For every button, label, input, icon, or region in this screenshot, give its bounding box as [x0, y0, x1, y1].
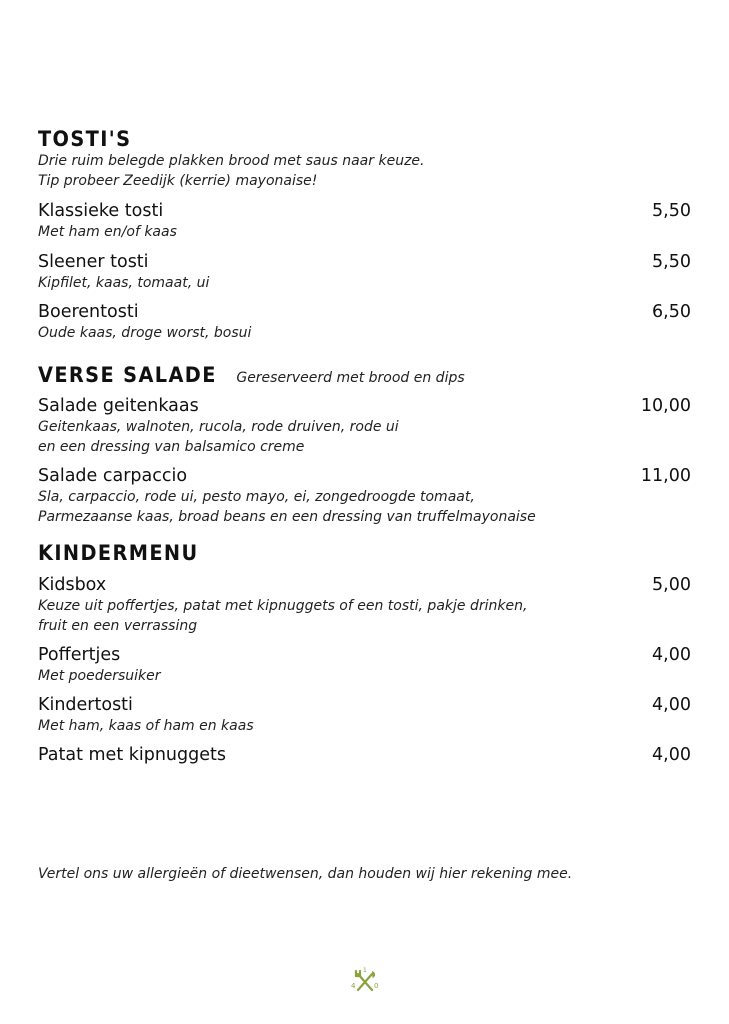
section-title-salade: VERSE SALADE: [38, 363, 217, 387]
section-tostis: [38, 127, 691, 191]
menu-item-boerentosti: [38, 301, 691, 343]
item-price: 4,00: [652, 745, 691, 765]
item-name: Salade carpaccio: [38, 466, 188, 486]
logo-text-right: 0: [374, 982, 379, 990]
logo-text-top: 1: [363, 967, 367, 974]
menu-item-salade-carpaccio: [38, 465, 691, 527]
menu-item-sleener-tosti: [38, 251, 691, 293]
menu-item-kidsbox: [38, 574, 691, 636]
item-price: 5,00: [652, 575, 691, 595]
menu-page: [38, 0, 691, 1024]
section-salade: [38, 363, 691, 387]
item-price: 6,50: [652, 302, 691, 322]
item-desc: Kipfilet, kaas, tomaat, ui: [38, 275, 210, 291]
item-name: Patat met kipnuggets: [38, 745, 226, 765]
item-desc: en een dressing van balsamico creme: [38, 439, 305, 455]
item-desc: Met ham, kaas of ham en kaas: [38, 718, 254, 734]
section-note-salade: Gereserveerd met brood en dips: [236, 370, 465, 386]
item-desc: fruit en een verrassing: [38, 618, 198, 634]
logo-text-left: 4: [351, 982, 356, 990]
menu-item-klassieke-tosti: [38, 200, 691, 242]
item-name: Salade geitenkaas: [38, 396, 199, 416]
item-desc: Met poedersuiker: [38, 668, 161, 684]
item-desc: Met ham en/of kaas: [38, 224, 177, 240]
item-name: Boerentosti: [38, 302, 139, 322]
item-name: Kindertosti: [38, 695, 133, 715]
item-price: 11,00: [640, 466, 691, 486]
item-price: 4,00: [652, 645, 691, 665]
section-title-kindermenu: KINDERMENU: [38, 541, 199, 565]
item-price: 5,50: [652, 201, 691, 221]
section-intro-tostis: [38, 151, 691, 191]
item-price: 4,00: [652, 695, 691, 715]
menu-item-salade-geitenkaas: [38, 395, 691, 457]
intro-line: Tip probeer Zeedijk (kerrie) mayonaise!: [38, 173, 318, 189]
menu-item-kindertosti: [38, 694, 691, 736]
item-desc: Parmezaanse kaas, broad beans en een dressing van truffelmayonaise: [38, 509, 536, 525]
crossed-fork-knife-icon: [350, 966, 380, 996]
item-price: 5,50: [652, 252, 691, 272]
item-name: Klassieke tosti: [38, 201, 164, 221]
item-desc: Geitenkaas, walnoten, rucola, rode druiven, rode ui: [38, 419, 399, 435]
intro-line: Drie ruim belegde plakken brood met saus naar keuze.: [38, 153, 425, 169]
item-name: Kidsbox: [38, 575, 107, 595]
item-price: 10,00: [640, 396, 691, 416]
item-name: Poffertjes: [38, 645, 121, 665]
menu-item-poffertjes: [38, 644, 691, 686]
logo: [350, 966, 380, 996]
item-desc: Keuze uit poffertjes, patat met kipnuggets of een tosti, pakje drinken,: [38, 598, 528, 614]
menu-item-patat-met-kipnuggets: [38, 744, 691, 766]
item-desc: Oude kaas, droge worst, bosui: [38, 325, 252, 341]
item-name: Sleener tosti: [38, 252, 149, 272]
section-title-tostis: TOSTI'S: [38, 127, 132, 151]
section-kindermenu: [38, 541, 691, 565]
allergy-note: Vertel ons uw allergieën of dieetwensen, dan houden wij hier rekening mee.: [38, 866, 573, 882]
item-desc: Sla, carpaccio, rode ui, pesto mayo, ei, zongedroogde tomaat,: [38, 489, 475, 505]
